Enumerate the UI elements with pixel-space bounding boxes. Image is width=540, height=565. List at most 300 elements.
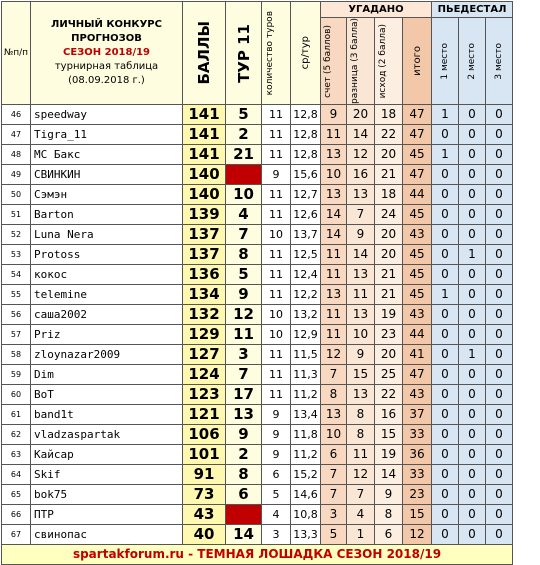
place3-cell: 0: [486, 204, 513, 224]
place3-cell: 0: [486, 124, 513, 144]
place2-cell: 0: [459, 284, 486, 304]
place2-cell: 0: [459, 364, 486, 384]
score-guessed-cell: 8: [321, 384, 347, 404]
player-name: zloynazar2009: [31, 344, 183, 364]
place2-cell: 0: [459, 424, 486, 444]
outcome-guessed-cell: 22: [375, 124, 403, 144]
row-number: 53: [2, 244, 31, 264]
place3-cell: 0: [486, 244, 513, 264]
avg-cell: 12,8: [291, 104, 321, 124]
tour-points-cell: 7: [226, 224, 262, 244]
place1-cell: 0: [432, 404, 459, 424]
diff-guessed-cell: 14: [347, 124, 375, 144]
place3-cell: 0: [486, 484, 513, 504]
diff-guessed-cell: 13: [347, 264, 375, 284]
col-header-place2: [459, 18, 486, 105]
diff-guessed-cell: 11: [347, 444, 375, 464]
total-guessed-cell: 33: [403, 464, 432, 484]
tour-points-cell: 3: [226, 344, 262, 364]
place1-cell: 1: [432, 284, 459, 304]
tour-points-cell: 10: [226, 184, 262, 204]
player-name: Skif: [31, 464, 183, 484]
table-row: [2, 384, 513, 404]
table-row: [2, 424, 513, 444]
player-name: BoT: [31, 384, 183, 404]
outcome-guessed-cell: 6: [375, 524, 403, 544]
total-guessed-cell: 47: [403, 364, 432, 384]
tour-points-cell: 21: [226, 144, 262, 164]
outcome-guessed-cell: 20: [375, 244, 403, 264]
diff-guessed-cell: 1: [347, 524, 375, 544]
place2-cell: 0: [459, 164, 486, 184]
points-cell: 140: [183, 164, 226, 184]
table-row: [2, 324, 513, 344]
points-cell: 140: [183, 184, 226, 204]
total-guessed-cell: 47: [403, 124, 432, 144]
avg-cell: 12,6: [291, 204, 321, 224]
total-guessed-cell: 45: [403, 284, 432, 304]
col-header-place3-label: 3 место: [494, 42, 504, 80]
tour-points-cell: 2: [226, 444, 262, 464]
total-guessed-cell: 41: [403, 344, 432, 364]
points-cell: 43: [183, 504, 226, 524]
outcome-guessed-cell: 20: [375, 224, 403, 244]
score-guessed-cell: 11: [321, 304, 347, 324]
tour-points-cell: 8: [226, 244, 262, 264]
tour-points-cell: 8: [226, 464, 262, 484]
tours-count-cell: 11: [262, 284, 291, 304]
col-header-total-label: итого: [411, 46, 423, 76]
total-guessed-cell: 47: [403, 104, 432, 124]
place1-cell: 1: [432, 144, 459, 164]
diff-guessed-cell: 13: [347, 304, 375, 324]
player-name: speedway: [31, 104, 183, 124]
place2-cell: 0: [459, 404, 486, 424]
place2-cell: 1: [459, 244, 486, 264]
table-row: [2, 344, 513, 364]
diff-guessed-cell: 12: [347, 464, 375, 484]
row-number: 51: [2, 204, 31, 224]
place1-cell: 0: [432, 184, 459, 204]
place3-cell: 0: [486, 524, 513, 544]
tours-count-cell: 9: [262, 164, 291, 184]
tour-points-cell: 17: [226, 384, 262, 404]
table-row: [2, 524, 513, 544]
avg-cell: 14,6: [291, 484, 321, 504]
diff-guessed-cell: 12: [347, 144, 375, 164]
row-number: 67: [2, 524, 31, 544]
place1-cell: 0: [432, 464, 459, 484]
table-row: [2, 244, 513, 264]
total-guessed-cell: 43: [403, 304, 432, 324]
total-guessed-cell: 44: [403, 324, 432, 344]
score-guessed-cell: 13: [321, 284, 347, 304]
table-row: [2, 464, 513, 484]
row-number: 59: [2, 364, 31, 384]
col-header-avg-label: ср/тур: [300, 36, 311, 70]
place2-cell: 0: [459, 384, 486, 404]
place3-cell: 0: [486, 304, 513, 324]
player-name: СВИНКИН: [31, 164, 183, 184]
row-number: 63: [2, 444, 31, 464]
place3-cell: 0: [486, 504, 513, 524]
place2-cell: 0: [459, 204, 486, 224]
outcome-guessed-cell: 15: [375, 424, 403, 444]
avg-cell: 10,8: [291, 504, 321, 524]
player-name: band1t: [31, 404, 183, 424]
table-row: [2, 124, 513, 144]
score-guessed-cell: 7: [321, 484, 347, 504]
col-header-tour: [226, 2, 262, 105]
points-cell: 139: [183, 204, 226, 224]
row-number: 52: [2, 224, 31, 244]
table-row: [2, 264, 513, 284]
score-guessed-cell: 14: [321, 224, 347, 244]
avg-cell: 13,3: [291, 524, 321, 544]
row-number: 54: [2, 264, 31, 284]
outcome-guessed-cell: 25: [375, 364, 403, 384]
place1-cell: 0: [432, 444, 459, 464]
place3-cell: 0: [486, 444, 513, 464]
diff-guessed-cell: 20: [347, 104, 375, 124]
place2-cell: 0: [459, 304, 486, 324]
table-row: [2, 404, 513, 424]
avg-cell: 12,7: [291, 184, 321, 204]
avg-cell: 15,6: [291, 164, 321, 184]
row-number: 64: [2, 464, 31, 484]
standings-table: [1, 1, 513, 565]
col-header-outcome-label: исход (2 балла): [377, 23, 388, 99]
outcome-guessed-cell: 18: [375, 104, 403, 124]
player-name: vladzaspartak: [31, 424, 183, 444]
total-guessed-cell: 47: [403, 164, 432, 184]
player-name: Dim: [31, 364, 183, 384]
tours-count-cell: 10: [262, 324, 291, 344]
player-name: telemine: [31, 284, 183, 304]
total-guessed-cell: 23: [403, 484, 432, 504]
table-title: [31, 2, 183, 105]
place3-cell: 0: [486, 344, 513, 364]
tours-count-cell: 11: [262, 364, 291, 384]
row-number: 49: [2, 164, 31, 184]
player-name: Protoss: [31, 244, 183, 264]
diff-guessed-cell: 10: [347, 324, 375, 344]
player-name: Tigra_11: [31, 124, 183, 144]
total-guessed-cell: 33: [403, 424, 432, 444]
outcome-guessed-cell: 22: [375, 384, 403, 404]
place1-cell: 0: [432, 304, 459, 324]
table-row: [2, 164, 513, 184]
player-name: МС Бакс: [31, 144, 183, 164]
col-header-tours-count: [262, 2, 291, 105]
avg-cell: 12,8: [291, 124, 321, 144]
col-header-place1-label: 1 место: [440, 42, 450, 80]
subtitle-line-2: (08.09.2018 г.): [68, 74, 145, 86]
outcome-guessed-cell: 21: [375, 264, 403, 284]
outcome-guessed-cell: 20: [375, 144, 403, 164]
tours-count-cell: 9: [262, 404, 291, 424]
score-guessed-cell: 13: [321, 184, 347, 204]
avg-cell: 13,4: [291, 404, 321, 424]
place2-cell: 0: [459, 524, 486, 544]
tours-count-cell: 10: [262, 304, 291, 324]
score-guessed-cell: 6: [321, 444, 347, 464]
row-number: 56: [2, 304, 31, 324]
table-body: [2, 104, 513, 544]
player-name: Priz: [31, 324, 183, 344]
row-number: 57: [2, 324, 31, 344]
place2-cell: 0: [459, 104, 486, 124]
tours-count-cell: 9: [262, 424, 291, 444]
place3-cell: 0: [486, 144, 513, 164]
place1-cell: 0: [432, 164, 459, 184]
place2-cell: 0: [459, 464, 486, 484]
place1-cell: 0: [432, 204, 459, 224]
points-cell: 101: [183, 444, 226, 464]
score-guessed-cell: 9: [321, 104, 347, 124]
points-cell: 127: [183, 344, 226, 364]
tours-count-cell: 5: [262, 484, 291, 504]
row-number: 48: [2, 144, 31, 164]
points-cell: 132: [183, 304, 226, 324]
place2-cell: 0: [459, 144, 486, 164]
player-name: Кайсар: [31, 444, 183, 464]
place2-cell: 0: [459, 184, 486, 204]
score-guessed-cell: 3: [321, 504, 347, 524]
table-row: [2, 444, 513, 464]
points-cell: 141: [183, 104, 226, 124]
outcome-guessed-cell: 18: [375, 184, 403, 204]
diff-guessed-cell: 7: [347, 484, 375, 504]
score-guessed-cell: 11: [321, 264, 347, 284]
place1-cell: 0: [432, 484, 459, 504]
podium-group-header: ПЬЕДЕСТАЛ: [432, 2, 513, 18]
avg-cell: 12,8: [291, 144, 321, 164]
player-name: свинопас: [31, 524, 183, 544]
player-name: саша2002: [31, 304, 183, 324]
table-row: [2, 204, 513, 224]
player-name: Сэмэн: [31, 184, 183, 204]
player-name: Barton: [31, 204, 183, 224]
footer-banner: spartakforum.ru - ТЕМНАЯ ЛОШАДКА СЕЗОН 2018/19: [2, 544, 513, 564]
table-row: [2, 284, 513, 304]
tour-points-cell: 5: [226, 104, 262, 124]
table-row: [2, 144, 513, 164]
avg-cell: 12,9: [291, 324, 321, 344]
place1-cell: 0: [432, 324, 459, 344]
place3-cell: 0: [486, 404, 513, 424]
place3-cell: 0: [486, 104, 513, 124]
place3-cell: 0: [486, 324, 513, 344]
outcome-guessed-cell: 19: [375, 304, 403, 324]
tour-points-cell: 13: [226, 404, 262, 424]
points-cell: 73: [183, 484, 226, 504]
points-cell: 141: [183, 144, 226, 164]
total-guessed-cell: 44: [403, 184, 432, 204]
col-header-score: [321, 18, 347, 105]
avg-cell: 11,5: [291, 344, 321, 364]
avg-cell: 13,7: [291, 224, 321, 244]
table-row: [2, 184, 513, 204]
subtitle-line-1: турнирная таблица: [54, 60, 159, 72]
place3-cell: 0: [486, 424, 513, 444]
diff-guessed-cell: 9: [347, 224, 375, 244]
diff-guessed-cell: 7: [347, 204, 375, 224]
points-cell: 137: [183, 224, 226, 244]
tours-count-cell: 11: [262, 184, 291, 204]
player-name: Luna Nera: [31, 224, 183, 244]
score-guessed-cell: 7: [321, 464, 347, 484]
avg-cell: 12,2: [291, 284, 321, 304]
row-number: 65: [2, 484, 31, 504]
diff-guessed-cell: 11: [347, 284, 375, 304]
table-row: [2, 504, 513, 524]
place2-cell: 1: [459, 344, 486, 364]
outcome-guessed-cell: 23: [375, 324, 403, 344]
table-row: [2, 304, 513, 324]
score-guessed-cell: 10: [321, 164, 347, 184]
place1-cell: 0: [432, 384, 459, 404]
points-cell: 141: [183, 124, 226, 144]
title-line-1: ЛИЧНЫЙ КОНКУРС: [51, 18, 162, 30]
outcome-guessed-cell: 21: [375, 284, 403, 304]
tour-points-cell: 2: [226, 124, 262, 144]
outcome-guessed-cell: 20: [375, 344, 403, 364]
total-guessed-cell: 45: [403, 264, 432, 284]
total-guessed-cell: 15: [403, 504, 432, 524]
col-header-number: №п/п: [2, 2, 31, 105]
outcome-guessed-cell: 21: [375, 164, 403, 184]
col-header-place1: [432, 18, 459, 105]
place2-cell: 0: [459, 444, 486, 464]
diff-guessed-cell: 13: [347, 384, 375, 404]
diff-guessed-cell: 15: [347, 364, 375, 384]
col-header-avg: [291, 2, 321, 105]
score-guessed-cell: 13: [321, 404, 347, 424]
tour-points-cell: 7: [226, 364, 262, 384]
place1-cell: 0: [432, 504, 459, 524]
total-guessed-cell: 45: [403, 204, 432, 224]
place1-cell: 0: [432, 424, 459, 444]
player-name: ПТР: [31, 504, 183, 524]
total-guessed-cell: 43: [403, 224, 432, 244]
tours-count-cell: 4: [262, 504, 291, 524]
place1-cell: 0: [432, 244, 459, 264]
place2-cell: 0: [459, 324, 486, 344]
place1-cell: 1: [432, 104, 459, 124]
tour-points-cell: 14: [226, 524, 262, 544]
outcome-guessed-cell: 14: [375, 464, 403, 484]
score-guessed-cell: 5: [321, 524, 347, 544]
tour-points-cell: 4: [226, 204, 262, 224]
place3-cell: 0: [486, 184, 513, 204]
place3-cell: 0: [486, 464, 513, 484]
total-guessed-cell: 43: [403, 384, 432, 404]
row-number: 66: [2, 504, 31, 524]
col-header-points-label: БАЛЛЫ: [195, 21, 213, 85]
diff-guessed-cell: 9: [347, 344, 375, 364]
place1-cell: 0: [432, 124, 459, 144]
player-name: кокос: [31, 264, 183, 284]
col-header-diff-label: разница (3 балла): [349, 18, 360, 104]
row-number: 47: [2, 124, 31, 144]
col-header-place3: [486, 18, 513, 105]
tour-points-cell: 9: [226, 424, 262, 444]
score-guessed-cell: 11: [321, 244, 347, 264]
col-header-tour-label: ТУР 11: [234, 23, 253, 83]
col-header-diff: [347, 18, 375, 105]
diff-guessed-cell: 8: [347, 404, 375, 424]
total-guessed-cell: 12: [403, 524, 432, 544]
outcome-guessed-cell: 19: [375, 444, 403, 464]
row-number: 46: [2, 104, 31, 124]
place2-cell: 0: [459, 264, 486, 284]
points-cell: 124: [183, 364, 226, 384]
col-header-outcome: [375, 18, 403, 105]
total-guessed-cell: 37: [403, 404, 432, 424]
score-guessed-cell: 14: [321, 204, 347, 224]
points-cell: 136: [183, 264, 226, 284]
tour-points-cell: 12: [226, 304, 262, 324]
guessed-group-header: УГАДАНО: [321, 2, 432, 18]
row-number: 58: [2, 344, 31, 364]
points-cell: 129: [183, 324, 226, 344]
table-row: [2, 484, 513, 504]
tours-count-cell: 11: [262, 344, 291, 364]
place3-cell: 0: [486, 264, 513, 284]
col-header-score-label: счет (5 баллов): [322, 24, 333, 98]
place3-cell: 0: [486, 224, 513, 244]
place3-cell: 0: [486, 284, 513, 304]
diff-guessed-cell: 14: [347, 244, 375, 264]
tours-count-cell: 10: [262, 224, 291, 244]
place2-cell: 0: [459, 504, 486, 524]
tours-count-cell: 11: [262, 204, 291, 224]
points-cell: 134: [183, 284, 226, 304]
diff-guessed-cell: 8: [347, 424, 375, 444]
place1-cell: 0: [432, 524, 459, 544]
player-name: bok75: [31, 484, 183, 504]
place1-cell: 0: [432, 364, 459, 384]
place1-cell: 0: [432, 344, 459, 364]
table-row: [2, 364, 513, 384]
place3-cell: 0: [486, 384, 513, 404]
score-guessed-cell: 7: [321, 364, 347, 384]
tours-count-cell: 6: [262, 464, 291, 484]
tour-points-cell: [226, 504, 262, 524]
total-guessed-cell: 45: [403, 244, 432, 264]
diff-guessed-cell: 16: [347, 164, 375, 184]
avg-cell: 15,2: [291, 464, 321, 484]
col-header-place2-label: 2 место: [467, 42, 477, 80]
avg-cell: 12,4: [291, 264, 321, 284]
score-guessed-cell: 11: [321, 124, 347, 144]
tours-count-cell: 9: [262, 444, 291, 464]
tour-points-cell: 11: [226, 324, 262, 344]
place2-cell: 0: [459, 124, 486, 144]
tour-points-cell: 6: [226, 484, 262, 504]
place2-cell: 0: [459, 484, 486, 504]
diff-guessed-cell: 13: [347, 184, 375, 204]
points-cell: 40: [183, 524, 226, 544]
row-number: 61: [2, 404, 31, 424]
total-guessed-cell: 36: [403, 444, 432, 464]
table-row: [2, 224, 513, 244]
outcome-guessed-cell: 8: [375, 504, 403, 524]
col-header-tours-count-label: количество туров: [265, 10, 275, 96]
tour-points-cell: [226, 164, 262, 184]
points-cell: 137: [183, 244, 226, 264]
